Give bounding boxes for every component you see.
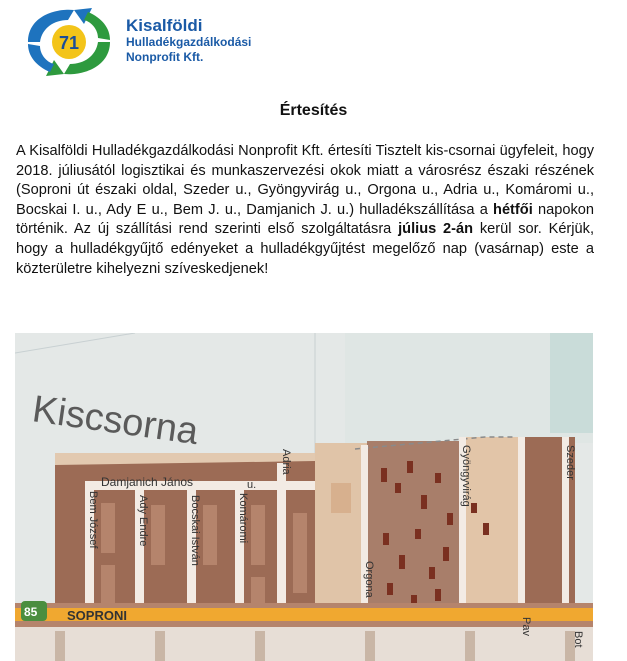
notice-text-3: kerül sor. Kérjük, hogy a hulladékgyűjtő edényeket a hulladékgyűjtést megelőző nap (vasárnap) este a közterületre kihelyezni szíveskedjenek! [16,221,595,277]
street-orgona: Orgona [363,561,375,598]
district-map [15,333,593,661]
page-title: Értesítés [279,102,348,119]
logo-line-2: Hulladékgazdálkodási [126,35,252,49]
map-photo [15,333,593,661]
logo-badge-number: 71 [58,33,80,53]
logo-line-3: Nonprofit Kft. [126,50,204,64]
logo-text [126,16,251,65]
street-bocskai: Bocskai István [189,495,201,566]
street-komaromi: Komáromi [237,493,249,544]
street-adria: Adria [280,449,292,475]
road-number-badge: 85 [24,605,38,619]
street-bot: Bot [572,631,584,648]
street-bem: Bem József [87,491,99,549]
logo-line-1: Kisalföldi [126,16,203,35]
street-damjanich-suffix: u. [247,479,257,491]
recycle-logo-icon [18,4,120,80]
company-logo [18,4,258,80]
street-gyongyvirag: Gyöngyvirág [460,445,472,507]
notice-text-1: A Kisalföldi Hulladékgazdálkodási Nonprofit Kft. értesíti Tisztelt kis-csornai ügyfeleit, hogy 2018. júliusától logisztikai és munkaszervezési okok miatt a városrész északi részének (Soproni út északi oldal, Szeder u., Gyöngyvirág u., Orgona u., Adria u., Komáromi u., Bocskai I. u., Ady E u., Bem J. u., Damjanich J. u.) hulladékszállítása a [16,143,594,218]
notice-paragraph [16,142,594,279]
street-ady: Ady Endre [137,495,149,547]
district-name-label: Kiscsorna [29,388,201,454]
notice-date-bold: július 2-án [398,221,474,238]
street-pav: Pav [520,617,532,636]
street-damjanich: Damjanich János [101,475,194,489]
notice-text-2: napokon történik. Az új szállítási rend szerinti első szolgáltatásra [16,201,594,238]
notice-day-bold: hétfői [493,201,533,218]
street-soproni: SOPRONI [67,608,127,623]
street-szeder: Szeder [564,445,576,480]
